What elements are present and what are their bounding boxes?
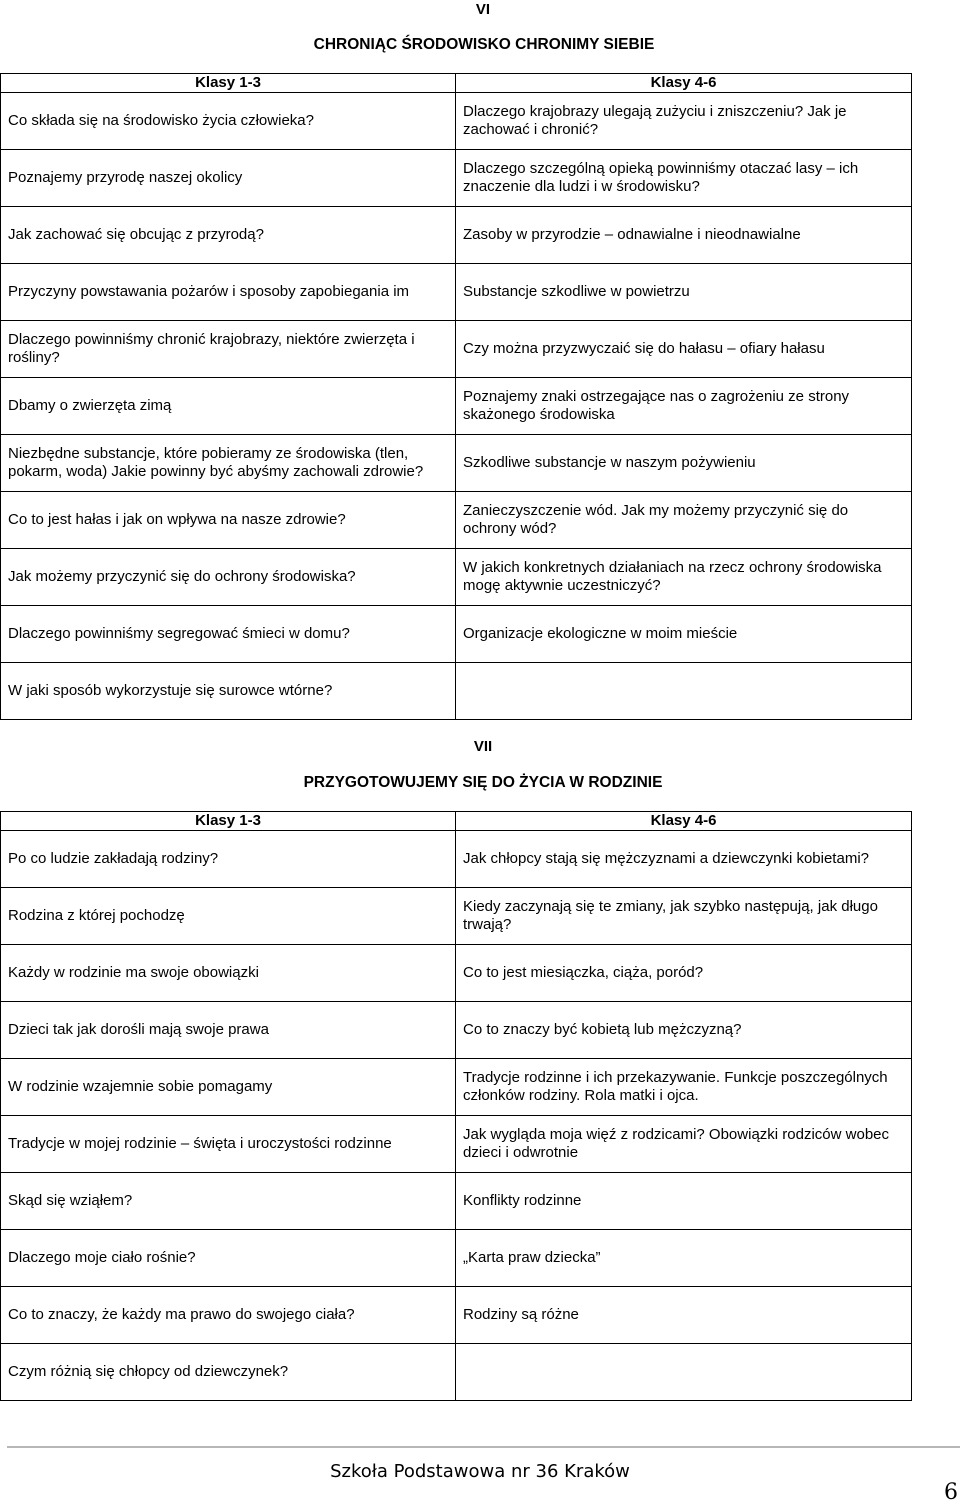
table-row [1, 435, 912, 492]
topic-cell-grades-1-3: Co składa się na środowisko życia człowieka? [1, 93, 456, 150]
topic-cell-grades-1-3: Skąd się wziąłem? [1, 1173, 456, 1230]
topic-cell-grades-1-3: Przyczyny powstawania pożarów i sposoby zapobiegania im [1, 264, 456, 321]
footer-divider [7, 1446, 960, 1448]
topic-cell-grades-4-6: Co to znaczy być kobietą lub mężczyzną? [456, 1002, 912, 1059]
topic-cell-grades-1-3: Co to znaczy, że każdy ma prawo do swojego ciała? [1, 1287, 456, 1344]
section-title: CHRONIĄC ŚRODOWISKO CHRONIMY SIEBIE [313, 36, 655, 53]
table-row [1, 549, 912, 606]
topics-table-section-6 [0, 73, 912, 720]
topic-cell-grades-1-3: Jak możemy przyczynić się do ochrony środowiska? [1, 549, 456, 606]
topic-cell-grades-4-6: Jak wygląda moja więź z rodzicami? Obowiązki rodziców wobec dzieci i odwrotnie [456, 1116, 912, 1173]
section-title: PRZYGOTOWUJEMY SIĘ DO ŻYCIA W RODZINIE [303, 774, 663, 791]
topic-cell-grades-4-6: Konflikty rodzinne [456, 1173, 912, 1230]
table-row [1, 1002, 912, 1059]
section-number: VII [473, 738, 493, 755]
topic-cell-grades-1-3: Dzieci tak jak dorośli mają swoje prawa [1, 1002, 456, 1059]
topic-cell-grades-1-3: Jak zachować się obcując z przyrodą? [1, 207, 456, 264]
topic-cell-grades-1-3: W jaki sposób wykorzystuje się surowce wtórne? [1, 663, 456, 720]
column-header-grades-1-3: Klasy 1-3 [1, 74, 456, 93]
table-row [1, 606, 912, 663]
table-row [1, 1116, 912, 1173]
column-header-grades-4-6: Klasy 4-6 [456, 812, 912, 831]
topic-cell-grades-1-3: Dlaczego powinniśmy segregować śmieci w domu? [1, 606, 456, 663]
topic-cell-grades-4-6: Czy można przyzwyczaić się do hałasu – ofiary hałasu [456, 321, 912, 378]
topics-table-section-7 [0, 811, 912, 1401]
section-number: VI [475, 1, 491, 18]
table-header-row [1, 74, 912, 93]
table-row [1, 207, 912, 264]
topic-cell-grades-1-3: Każdy w rodzinie ma swoje obowiązki [1, 945, 456, 1002]
column-header-grades-1-3: Klasy 1-3 [1, 812, 456, 831]
topic-cell-grades-4-6: „Karta praw dziecka” [456, 1230, 912, 1287]
topic-cell-grades-4-6: Organizacje ekologiczne w moim mieście [456, 606, 912, 663]
topic-cell-grades-1-3: Poznajemy przyrodę naszej okolicy [1, 150, 456, 207]
topic-cell-grades-4-6: Co to jest miesiączka, ciąża, poród? [456, 945, 912, 1002]
topic-cell-grades-4-6 [456, 1344, 912, 1401]
table-row [1, 492, 912, 549]
topic-cell-grades-4-6: Jak chłopcy stają się mężczyznami a dziewczynki kobietami? [456, 831, 912, 888]
topic-cell-grades-1-3: Niezbędne substancje, które pobieramy ze środowiska (tlen, pokarm, woda) Jakie powinny być abyśmy zachowali zdrowie? [1, 435, 456, 492]
topic-cell-grades-1-3: Po co ludzie zakładają rodziny? [1, 831, 456, 888]
topic-cell-grades-4-6 [456, 663, 912, 720]
topic-cell-grades-4-6: Dlaczego szczególną opieką powinniśmy otaczać lasy – ich znaczenie dla ludzi i w środowisku? [456, 150, 912, 207]
topic-cell-grades-4-6: Zasoby w przyrodzie – odnawialne i nieodnawialne [456, 207, 912, 264]
page-number: 6 [944, 1480, 958, 1505]
table-row [1, 1344, 912, 1401]
table-row [1, 1059, 912, 1116]
topic-cell-grades-1-3: Dlaczego powinniśmy chronić krajobrazy, niektóre zwierzęta i rośliny? [1, 321, 456, 378]
topic-cell-grades-4-6: Kiedy zaczynają się te zmiany, jak szybko następują, jak długo trwają? [456, 888, 912, 945]
topic-cell-grades-4-6: Rodziny są różne [456, 1287, 912, 1344]
topic-cell-grades-4-6: W jakich konkretnych działaniach na rzecz ochrony środowiska mogę aktywnie uczestniczyć? [456, 549, 912, 606]
topic-cell-grades-1-3: Co to jest hałas i jak on wpływa na nasze zdrowie? [1, 492, 456, 549]
table-row [1, 1287, 912, 1344]
topic-cell-grades-4-6: Substancje szkodliwe w powietrzu [456, 264, 912, 321]
topic-cell-grades-1-3: Czym różnią się chłopcy od dziewczynek? [1, 1344, 456, 1401]
topic-cell-grades-4-6: Szkodliwe substancje w naszym pożywieniu [456, 435, 912, 492]
column-header-grades-4-6: Klasy 4-6 [456, 74, 912, 93]
footer-school-name: Szkoła Podstawowa nr 36 Kraków [330, 1461, 630, 1482]
topic-cell-grades-1-3: Tradycje w mojej rodzinie – święta i uroczystości rodzinne [1, 1116, 456, 1173]
topic-cell-grades-1-3: Dbamy o zwierzęta zimą [1, 378, 456, 435]
table-row [1, 945, 912, 1002]
table-row [1, 378, 912, 435]
table-row [1, 1230, 912, 1287]
table-row [1, 264, 912, 321]
table-row [1, 93, 912, 150]
topic-cell-grades-4-6: Zanieczyszczenie wód. Jak my możemy przyczynić się do ochrony wód? [456, 492, 912, 549]
table-header-row [1, 812, 912, 831]
table-row [1, 321, 912, 378]
table-row [1, 1173, 912, 1230]
table-row [1, 663, 912, 720]
topic-cell-grades-4-6: Tradycje rodzinne i ich przekazywanie. Funkcje poszczególnych członków rodziny. Rola matki i ojca. [456, 1059, 912, 1116]
topic-cell-grades-1-3: Dlaczego moje ciało rośnie? [1, 1230, 456, 1287]
table-row [1, 150, 912, 207]
table-row [1, 888, 912, 945]
topic-cell-grades-4-6: Poznajemy znaki ostrzegające nas o zagrożeniu ze strony skażonego środowiska [456, 378, 912, 435]
topic-cell-grades-1-3: W rodzinie wzajemnie sobie pomagamy [1, 1059, 456, 1116]
table-row [1, 831, 912, 888]
topic-cell-grades-1-3: Rodzina z której pochodzę [1, 888, 456, 945]
topic-cell-grades-4-6: Dlaczego krajobrazy ulegają zużyciu i zniszczeniu? Jak je zachować i chronić? [456, 93, 912, 150]
